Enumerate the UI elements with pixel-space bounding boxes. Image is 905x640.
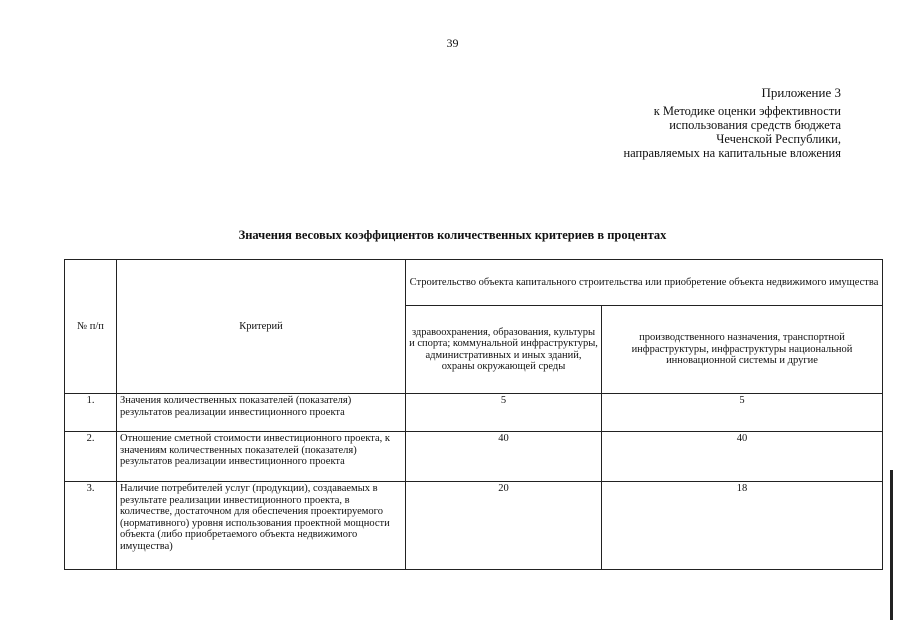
appendix-block xyxy=(623,86,841,160)
appendix-title: Приложение 3 xyxy=(761,85,841,100)
row-criterion: Отношение сметной стоимости инвестиционного проекта, к значениям количественных показателей (показателя) результатов реализации инвестиционного проекта xyxy=(117,432,406,482)
row-num: 3. xyxy=(65,482,117,570)
row-value-col2: 18 xyxy=(602,482,883,570)
appendix-line: Чеченской Республики, xyxy=(716,132,841,146)
header-col2: производственного назначения, транспортной инфраструктуры, инфраструктуры национальной инновационной системы и другие xyxy=(602,306,883,394)
row-num: 2. xyxy=(65,432,117,482)
table-row xyxy=(65,432,883,482)
table-header-row xyxy=(65,260,883,306)
row-criterion: Наличие потребителей услуг (продукции), создаваемых в результате реализации инвестиционного проекта, в количестве, достаточном для обеспечения проектируемого (нормативного) уровня использования проектной мощности объекта (либо приобретаемого объекта недвижимого имущества) xyxy=(117,482,406,570)
header-num: № п/п xyxy=(65,260,117,394)
page-number: 39 xyxy=(446,36,459,50)
row-value-col1: 20 xyxy=(406,482,602,570)
document-title: Значения весовых коэффициентов количественных критериев в процентах xyxy=(238,228,667,242)
criteria-table xyxy=(64,259,883,570)
table-row xyxy=(65,394,883,432)
header-criterion: Критерий xyxy=(117,260,406,394)
row-value-col2: 40 xyxy=(602,432,883,482)
appendix-line: к Методике оценки эффективности xyxy=(653,104,841,118)
table-row xyxy=(65,482,883,570)
row-num: 1. xyxy=(65,394,117,432)
header-col1: здравоохранения, образования, культуры и спорта; коммунальной инфраструктуры, административных и иных зданий, охраны окружающей среды xyxy=(406,306,602,394)
appendix-line: использования средств бюджета xyxy=(669,118,841,132)
appendix-line: направляемых на капитальные вложения xyxy=(623,146,841,160)
row-value-col2: 5 xyxy=(602,394,883,432)
scan-edge-mark xyxy=(890,470,893,620)
row-value-col1: 40 xyxy=(406,432,602,482)
row-criterion: Значения количественных показателей (показателя) результатов реализации инвестиционного проекта xyxy=(117,394,406,432)
header-group: Строительство объекта капитального строительства или приобретение объекта недвижимого имущества xyxy=(406,260,883,306)
row-value-col1: 5 xyxy=(406,394,602,432)
